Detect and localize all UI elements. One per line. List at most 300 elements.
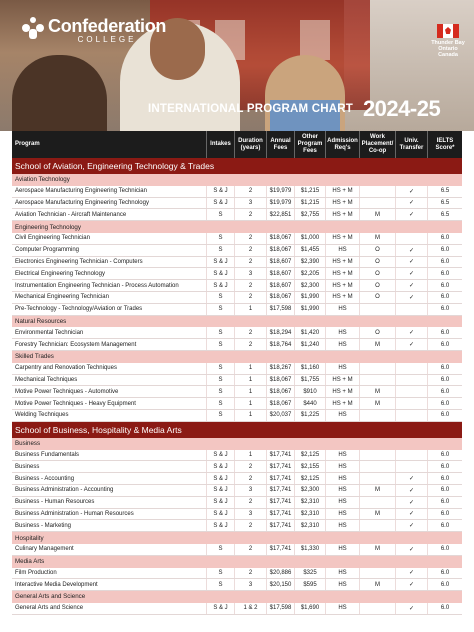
univ-transfer-cell: ✓ <box>395 327 427 338</box>
univ-transfer-cell: ✓ <box>395 473 427 484</box>
school-heading: School of Aviation, Engineering Technology & Trades <box>12 158 462 174</box>
duration-cell: 3 <box>234 485 266 496</box>
program-name-cell: Business - Human Resources <box>15 499 95 506</box>
univ-transfer-cell <box>395 233 427 244</box>
table-row <box>12 268 462 280</box>
ielts-score-cell: 6.0 <box>427 304 462 315</box>
banner-title: INTERNATIONAL PROGRAM CHART <box>148 103 353 115</box>
duration-cell: 2 <box>234 473 266 484</box>
location-country: Canada <box>438 52 458 58</box>
program-name-cell: Mechanical Techniques <box>15 376 78 383</box>
intakes-cell: S <box>206 410 234 421</box>
ielts-score-cell: 6.0 <box>427 520 462 531</box>
work-placement-cell <box>359 461 395 472</box>
annual-fees-cell: $18,607 <box>266 280 294 291</box>
admission-req-cell: HS + M <box>325 386 359 397</box>
other-fees-cell: $2,300 <box>294 280 325 291</box>
univ-transfer-cell: ✓ <box>395 544 427 555</box>
intakes-cell: S & J <box>206 473 234 484</box>
program-name-cell: Business Fundamentals <box>15 451 80 458</box>
ielts-score-cell: 6.0 <box>427 280 462 291</box>
student-left <box>12 55 107 131</box>
work-placement-cell: M <box>359 579 395 590</box>
category-heading: Media Arts <box>12 556 462 568</box>
intakes-cell: S & J <box>206 461 234 472</box>
program-name-cell: Interactive Media Development <box>15 581 98 588</box>
duration-cell: 2 <box>234 520 266 531</box>
univ-transfer-cell: ✓ <box>395 257 427 268</box>
duration-cell: 1 <box>234 386 266 397</box>
ielts-score-cell: 6.0 <box>427 485 462 496</box>
program-name-cell: Forestry Technician: Ecosystem Management <box>15 341 137 348</box>
duration-cell: 2 <box>234 292 266 303</box>
program-name-cell: Computer Programming <box>15 247 80 254</box>
table-row <box>12 485 462 497</box>
work-placement-cell: O <box>359 280 395 291</box>
intakes-cell: S <box>206 544 234 555</box>
intakes-cell: S & J <box>206 603 234 614</box>
work-placement-cell <box>359 603 395 614</box>
admission-req-cell: HS <box>325 473 359 484</box>
intakes-cell: S & J <box>206 268 234 279</box>
univ-transfer-cell <box>395 363 427 374</box>
duration-cell: 1 <box>234 410 266 421</box>
other-fees-cell: $1,455 <box>294 245 325 256</box>
annual-fees-cell: $17,741 <box>266 520 294 531</box>
program-table <box>12 158 462 615</box>
intakes-cell: S & J <box>206 509 234 520</box>
annual-fees-cell: $20,150 <box>266 579 294 590</box>
univ-transfer-cell: ✓ <box>395 485 427 496</box>
annual-fees-cell: $18,067 <box>266 386 294 397</box>
location-province: Ontario <box>438 46 458 52</box>
intakes-cell: S <box>206 386 234 397</box>
ielts-score-cell: 6.0 <box>427 375 462 386</box>
annual-fees-cell: $17,741 <box>266 485 294 496</box>
admission-req-cell: HS + M <box>325 292 359 303</box>
admission-req-cell: HS <box>325 509 359 520</box>
duration-cell: 2 <box>234 544 266 555</box>
program-name-cell: Pre-Technology - Technology/Aviation or Trades <box>15 306 143 313</box>
work-placement-cell: M <box>359 509 395 520</box>
annual-fees-cell: $18,067 <box>266 375 294 386</box>
table-row <box>12 233 462 245</box>
ielts-score-cell: 6.0 <box>427 544 462 555</box>
duration-cell: 2 <box>234 568 266 579</box>
work-placement-cell: M <box>359 339 395 350</box>
col-intakes: Intakes <box>206 131 234 158</box>
admission-req-cell: HS <box>325 327 359 338</box>
ielts-score-cell: 6.0 <box>427 257 462 268</box>
work-placement-cell <box>359 473 395 484</box>
duration-cell: 2 <box>234 339 266 350</box>
program-name-cell: Business Administration - Accounting <box>15 487 114 494</box>
admission-req-cell: HS + M <box>325 209 359 220</box>
annual-fees-cell: $18,267 <box>266 363 294 374</box>
other-fees-cell: $1,215 <box>294 186 325 197</box>
table-header <box>12 131 462 158</box>
intakes-cell: S <box>206 245 234 256</box>
other-fees-cell: $2,755 <box>294 209 325 220</box>
univ-transfer-cell <box>395 461 427 472</box>
ielts-score-cell: 6.0 <box>427 233 462 244</box>
intakes-cell: S <box>206 339 234 350</box>
duration-cell: 2 <box>234 327 266 338</box>
duration-cell: 3 <box>234 579 266 590</box>
table-row <box>12 209 462 221</box>
intakes-cell: S & J <box>206 520 234 531</box>
table-row <box>12 375 462 387</box>
work-placement-cell <box>359 304 395 315</box>
duration-cell: 1 & 2 <box>234 603 266 614</box>
univ-transfer-cell <box>395 410 427 421</box>
ielts-score-cell: 6.0 <box>427 268 462 279</box>
other-fees-cell: $1,330 <box>294 544 325 555</box>
table-row <box>12 292 462 304</box>
col-admission: Admission Req's <box>325 131 359 158</box>
duration-cell: 2 <box>234 186 266 197</box>
canada-flag-icon <box>437 24 459 38</box>
intakes-cell: S & J <box>206 497 234 508</box>
program-name-cell: Mechanical Engineering Technician <box>15 294 109 301</box>
annual-fees-cell: $17,741 <box>266 497 294 508</box>
ielts-score-cell: 6.0 <box>427 579 462 590</box>
admission-req-cell: HS <box>325 568 359 579</box>
annual-fees-cell: $18,067 <box>266 245 294 256</box>
intakes-cell: S <box>206 209 234 220</box>
intakes-cell: S <box>206 304 234 315</box>
other-fees-cell: $1,000 <box>294 233 325 244</box>
col-program: Program <box>15 141 40 147</box>
admission-req-cell: HS <box>325 304 359 315</box>
table-row <box>12 568 462 580</box>
admission-req-cell: HS + M <box>325 375 359 386</box>
col-annual-fees: Annual Fees <box>266 131 294 158</box>
intakes-cell: S <box>206 327 234 338</box>
category-heading: Aviation Technology <box>12 174 462 186</box>
ielts-score-cell: 6.0 <box>427 497 462 508</box>
admission-req-cell: HS <box>325 520 359 531</box>
program-name-cell: Instrumentation Engineering Technician - Process Automation <box>15 282 179 289</box>
annual-fees-cell: $17,741 <box>266 544 294 555</box>
duration-cell: 2 <box>234 209 266 220</box>
admission-req-cell: HS <box>325 410 359 421</box>
other-fees-cell: $1,215 <box>294 198 325 209</box>
admission-req-cell: HS <box>325 339 359 350</box>
intakes-cell: S <box>206 568 234 579</box>
intakes-cell: S & J <box>206 485 234 496</box>
table-row <box>12 461 462 473</box>
table-row <box>12 363 462 375</box>
other-fees-cell: $1,240 <box>294 339 325 350</box>
annual-fees-cell: $17,741 <box>266 473 294 484</box>
program-name-cell: Carpentry and Renovation Techniques <box>15 365 117 372</box>
work-placement-cell <box>359 186 395 197</box>
annual-fees-cell: $20,037 <box>266 410 294 421</box>
annual-fees-cell: $18,764 <box>266 339 294 350</box>
other-fees-cell: $440 <box>294 398 325 409</box>
intakes-cell: S & J <box>206 186 234 197</box>
work-placement-cell <box>359 410 395 421</box>
location-badge <box>426 24 470 58</box>
other-fees-cell: $1,690 <box>294 603 325 614</box>
work-placement-cell: M <box>359 485 395 496</box>
intakes-cell: S <box>206 579 234 590</box>
univ-transfer-cell: ✓ <box>395 497 427 508</box>
logo-mark-icon <box>22 17 44 39</box>
intakes-cell: S & J <box>206 280 234 291</box>
intakes-cell: S <box>206 398 234 409</box>
table-row <box>12 579 462 591</box>
brand-sub: COLLEGE <box>77 35 137 44</box>
univ-transfer-cell: ✓ <box>395 339 427 350</box>
duration-cell: 2 <box>234 233 266 244</box>
admission-req-cell: HS <box>325 497 359 508</box>
duration-cell: 2 <box>234 257 266 268</box>
program-name-cell: Business Administration - Human Resources <box>15 510 134 517</box>
duration-cell: 2 <box>234 461 266 472</box>
ielts-score-cell: 6.0 <box>427 603 462 614</box>
program-name-cell: Civil Engineering Technician <box>15 235 90 242</box>
table-row <box>12 509 462 521</box>
brand-name: Confederation <box>48 16 167 36</box>
table-row <box>12 473 462 485</box>
ielts-score-cell: 6.0 <box>427 292 462 303</box>
annual-fees-cell: $18,607 <box>266 257 294 268</box>
program-name-cell: Environmental Technician <box>15 329 84 336</box>
category-heading: Hospitality <box>12 532 462 544</box>
univ-transfer-cell: ✓ <box>395 568 427 579</box>
work-placement-cell: O <box>359 257 395 268</box>
univ-transfer-cell <box>395 375 427 386</box>
other-fees-cell: $595 <box>294 579 325 590</box>
program-name-cell: Electrical Engineering Technology <box>15 270 105 277</box>
intakes-cell: S <box>206 363 234 374</box>
ielts-score-cell: 6.0 <box>427 509 462 520</box>
col-duration: Duration (years) <box>234 131 266 158</box>
col-other-fees: Other Program Fees <box>294 131 325 158</box>
ielts-score-cell: 6.0 <box>427 410 462 421</box>
table-row <box>12 520 462 532</box>
category-heading: General Arts and Science <box>12 591 462 603</box>
other-fees-cell: $2,125 <box>294 450 325 461</box>
univ-transfer-cell: ✓ <box>395 186 427 197</box>
admission-req-cell: HS <box>325 461 359 472</box>
admission-req-cell: HS + M <box>325 268 359 279</box>
annual-fees-cell: $18,294 <box>266 327 294 338</box>
univ-transfer-cell: ✓ <box>395 603 427 614</box>
univ-transfer-cell <box>395 304 427 315</box>
ielts-score-cell: 6.0 <box>427 461 462 472</box>
other-fees-cell: $910 <box>294 386 325 397</box>
work-placement-cell: O <box>359 292 395 303</box>
other-fees-cell: $325 <box>294 568 325 579</box>
annual-fees-cell: $22,851 <box>266 209 294 220</box>
univ-transfer-cell: ✓ <box>395 292 427 303</box>
chart-banner <box>148 96 454 122</box>
table-row <box>12 398 462 410</box>
table-row <box>12 339 462 351</box>
univ-transfer-cell: ✓ <box>395 579 427 590</box>
col-univ-transfer: Univ. Transfer <box>395 131 427 158</box>
univ-transfer-cell: ✓ <box>395 509 427 520</box>
table-row <box>12 327 462 339</box>
admission-req-cell: HS + M <box>325 233 359 244</box>
annual-fees-cell: $17,598 <box>266 304 294 315</box>
location-city: Thunder Bay <box>431 40 465 46</box>
other-fees-cell: $2,125 <box>294 473 325 484</box>
work-placement-cell: M <box>359 233 395 244</box>
college-logo <box>22 17 166 45</box>
other-fees-cell: $1,755 <box>294 375 325 386</box>
duration-cell: 3 <box>234 268 266 279</box>
work-placement-cell <box>359 568 395 579</box>
admission-req-cell: HS + M <box>325 398 359 409</box>
admission-req-cell: HS <box>325 544 359 555</box>
univ-transfer-cell: ✓ <box>395 280 427 291</box>
work-placement-cell <box>359 375 395 386</box>
duration-cell: 3 <box>234 509 266 520</box>
program-name-cell: Culinary Management <box>15 546 74 553</box>
admission-req-cell: HS + M <box>325 257 359 268</box>
category-heading: Skilled Trades <box>12 351 462 363</box>
annual-fees-cell: $18,607 <box>266 268 294 279</box>
intakes-cell: S <box>206 375 234 386</box>
other-fees-cell: $2,300 <box>294 485 325 496</box>
univ-transfer-cell: ✓ <box>395 245 427 256</box>
work-placement-cell <box>359 520 395 531</box>
other-fees-cell: $2,310 <box>294 520 325 531</box>
program-name-cell: Aviation Technician - Aircraft Maintenance <box>15 211 127 218</box>
intakes-cell: S & J <box>206 198 234 209</box>
work-placement-cell <box>359 450 395 461</box>
table-row <box>12 198 462 210</box>
annual-fees-cell: $18,067 <box>266 398 294 409</box>
admission-req-cell: HS <box>325 245 359 256</box>
annual-fees-cell: $19,979 <box>266 198 294 209</box>
univ-transfer-cell: ✓ <box>395 268 427 279</box>
category-heading: Business <box>12 438 462 450</box>
duration-cell: 3 <box>234 198 266 209</box>
other-fees-cell: $2,310 <box>294 497 325 508</box>
intakes-cell: S & J <box>206 450 234 461</box>
ielts-score-cell: 6.0 <box>427 450 462 461</box>
univ-transfer-cell: ✓ <box>395 198 427 209</box>
univ-transfer-cell <box>395 398 427 409</box>
banner-year: 2024-25 <box>362 96 441 121</box>
program-name-cell: Motive Power Techniques - Automotive <box>15 388 119 395</box>
program-name-cell: Welding Techniques <box>15 412 69 419</box>
duration-cell: 1 <box>234 398 266 409</box>
admission-req-cell: HS + M <box>325 186 359 197</box>
program-name-cell: Motive Power Techniques - Heavy Equipment <box>15 400 136 407</box>
admission-req-cell: HS <box>325 363 359 374</box>
ielts-score-cell: 6.0 <box>427 398 462 409</box>
other-fees-cell: $2,310 <box>294 509 325 520</box>
other-fees-cell: $1,420 <box>294 327 325 338</box>
work-placement-cell: M <box>359 209 395 220</box>
intakes-cell: S & J <box>206 257 234 268</box>
work-placement-cell <box>359 363 395 374</box>
other-fees-cell: $1,990 <box>294 292 325 303</box>
program-name-cell: General Arts and Science <box>15 605 84 612</box>
work-placement-cell: M <box>359 544 395 555</box>
other-fees-cell: $2,390 <box>294 257 325 268</box>
category-heading: Natural Resources <box>12 316 462 328</box>
work-placement-cell: M <box>359 386 395 397</box>
univ-transfer-cell: ✓ <box>395 209 427 220</box>
duration-cell: 2 <box>234 497 266 508</box>
work-placement-cell: M <box>359 398 395 409</box>
ielts-score-cell: 6.0 <box>427 245 462 256</box>
duration-cell: 1 <box>234 375 266 386</box>
duration-cell: 2 <box>234 280 266 291</box>
duration-cell: 2 <box>234 245 266 256</box>
ielts-score-cell: 6.0 <box>427 386 462 397</box>
intakes-cell: S <box>206 233 234 244</box>
ielts-score-cell: 6.0 <box>427 327 462 338</box>
ielts-score-cell: 6.5 <box>427 186 462 197</box>
univ-transfer-cell: ✓ <box>395 520 427 531</box>
univ-transfer-cell <box>395 386 427 397</box>
category-heading: Engineering Technology <box>12 221 462 233</box>
table-row <box>12 410 462 422</box>
annual-fees-cell: $19,979 <box>266 186 294 197</box>
annual-fees-cell: $20,886 <box>266 568 294 579</box>
col-work-placement: Work Placement/ Co-op <box>359 131 395 158</box>
work-placement-cell <box>359 497 395 508</box>
work-placement-cell <box>359 198 395 209</box>
other-fees-cell: $1,225 <box>294 410 325 421</box>
ielts-score-cell: 6.0 <box>427 363 462 374</box>
school-heading: School of Business, Hospitality & Media Arts <box>12 422 462 438</box>
table-row <box>12 304 462 316</box>
table-row <box>12 450 462 462</box>
ielts-score-cell: 6.5 <box>427 198 462 209</box>
annual-fees-cell: $17,741 <box>266 509 294 520</box>
table-row <box>12 497 462 509</box>
duration-cell: 1 <box>234 450 266 461</box>
admission-req-cell: HS + M <box>325 198 359 209</box>
admission-req-cell: HS <box>325 579 359 590</box>
other-fees-cell: $1,990 <box>294 304 325 315</box>
table-row <box>12 544 462 556</box>
program-name-cell: Electronics Engineering Technician - Computers <box>15 258 143 265</box>
work-placement-cell: O <box>359 268 395 279</box>
admission-req-cell: HS <box>325 485 359 496</box>
work-placement-cell: O <box>359 327 395 338</box>
table-row <box>12 603 462 615</box>
program-name-cell: Business - Accounting <box>15 475 75 482</box>
annual-fees-cell: $18,067 <box>266 292 294 303</box>
table-row <box>12 386 462 398</box>
program-name-cell: Film Production <box>15 569 57 576</box>
program-name-cell: Aerospace Manufacturing Engineering Technology <box>15 199 149 206</box>
ielts-score-cell: 6.0 <box>427 568 462 579</box>
ielts-score-cell: 6.5 <box>427 209 462 220</box>
program-name-cell: Business - Marketing <box>15 522 72 529</box>
other-fees-cell: $2,205 <box>294 268 325 279</box>
duration-cell: 1 <box>234 304 266 315</box>
other-fees-cell: $2,155 <box>294 461 325 472</box>
table-row <box>12 186 462 198</box>
table-row <box>12 257 462 269</box>
col-ielts: IELTS Score* <box>427 131 462 158</box>
admission-req-cell: HS <box>325 603 359 614</box>
ielts-score-cell: 6.0 <box>427 339 462 350</box>
univ-transfer-cell <box>395 450 427 461</box>
admission-req-cell: HS <box>325 450 359 461</box>
